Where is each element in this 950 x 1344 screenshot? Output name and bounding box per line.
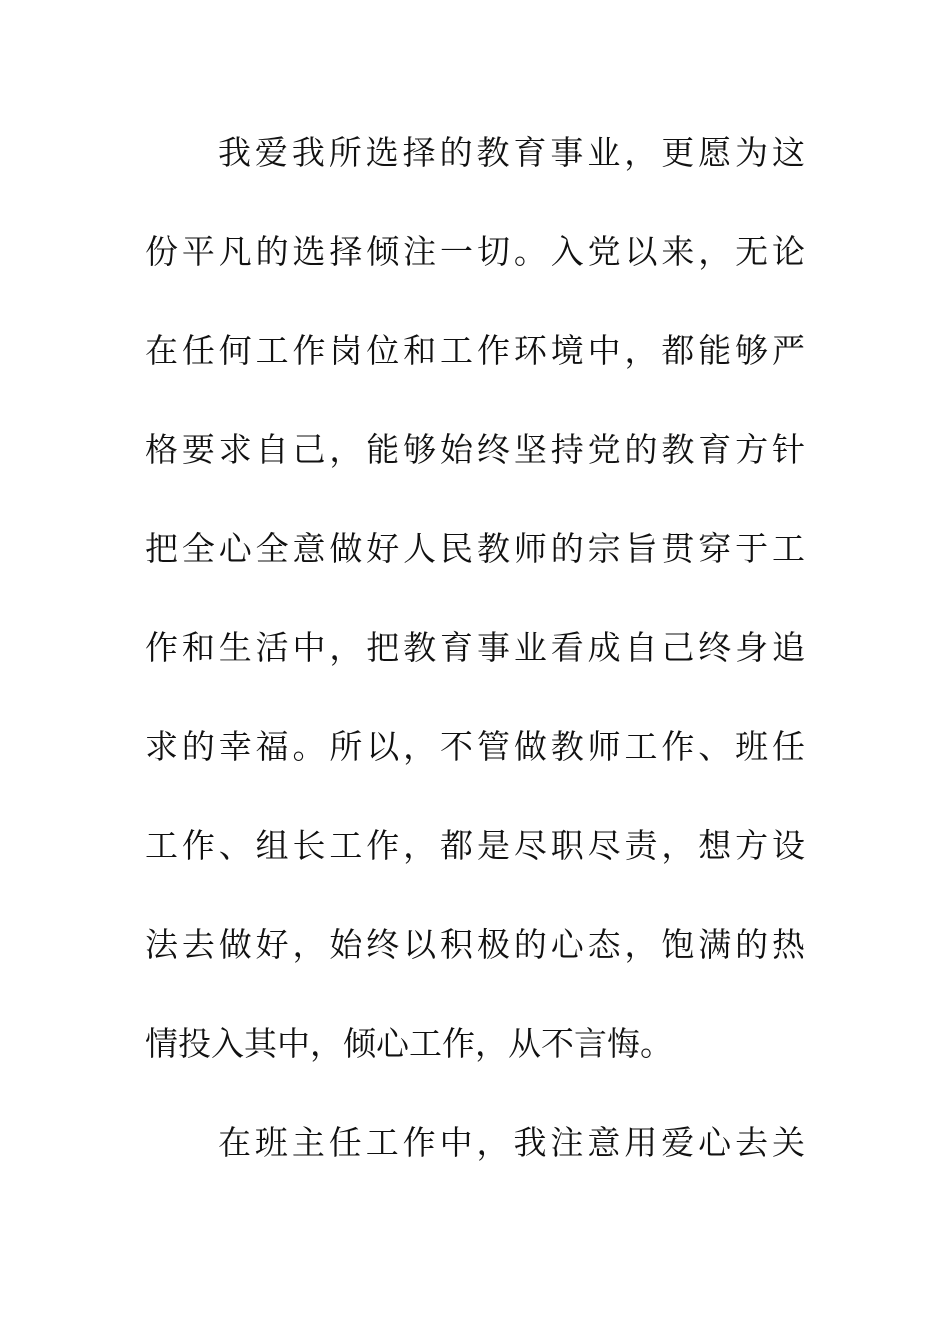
paragraph-1-line-6: 作和生活中，把教育事业看成自己终身追 bbox=[145, 628, 805, 667]
paragraph-2-line-1: 在班主任工作中，我注意用爱心去关 bbox=[218, 1123, 805, 1162]
paragraph-1-line-1: 我爱我所选择的教育事业，更愿为这 bbox=[218, 133, 805, 172]
paragraph-1-line-2: 份平凡的选择倾注一切。入党以来，无论 bbox=[145, 232, 805, 271]
paragraph-1-line-7: 求的幸福。所以，不管做教师工作、班任 bbox=[145, 727, 805, 766]
paragraph-1-line-3: 在任何工作岗位和工作环境中，都能够严 bbox=[145, 331, 805, 370]
paragraph-1-line-8: 工作、组长工作，都是尽职尽责，想方设 bbox=[145, 826, 805, 865]
paragraph-1-line-9: 法去做好，始终以积极的心态，饱满的热 bbox=[145, 925, 805, 964]
paragraph-1-line-5: 把全心全意做好人民教师的宗旨贯穿于工 bbox=[145, 529, 805, 568]
paragraph-1-line-4: 格要求自己，能够始终坚持党的教育方针 bbox=[145, 430, 805, 469]
paragraph-1-line-10: 情投入其中，倾心工作，从不言悔。 bbox=[145, 1024, 673, 1063]
